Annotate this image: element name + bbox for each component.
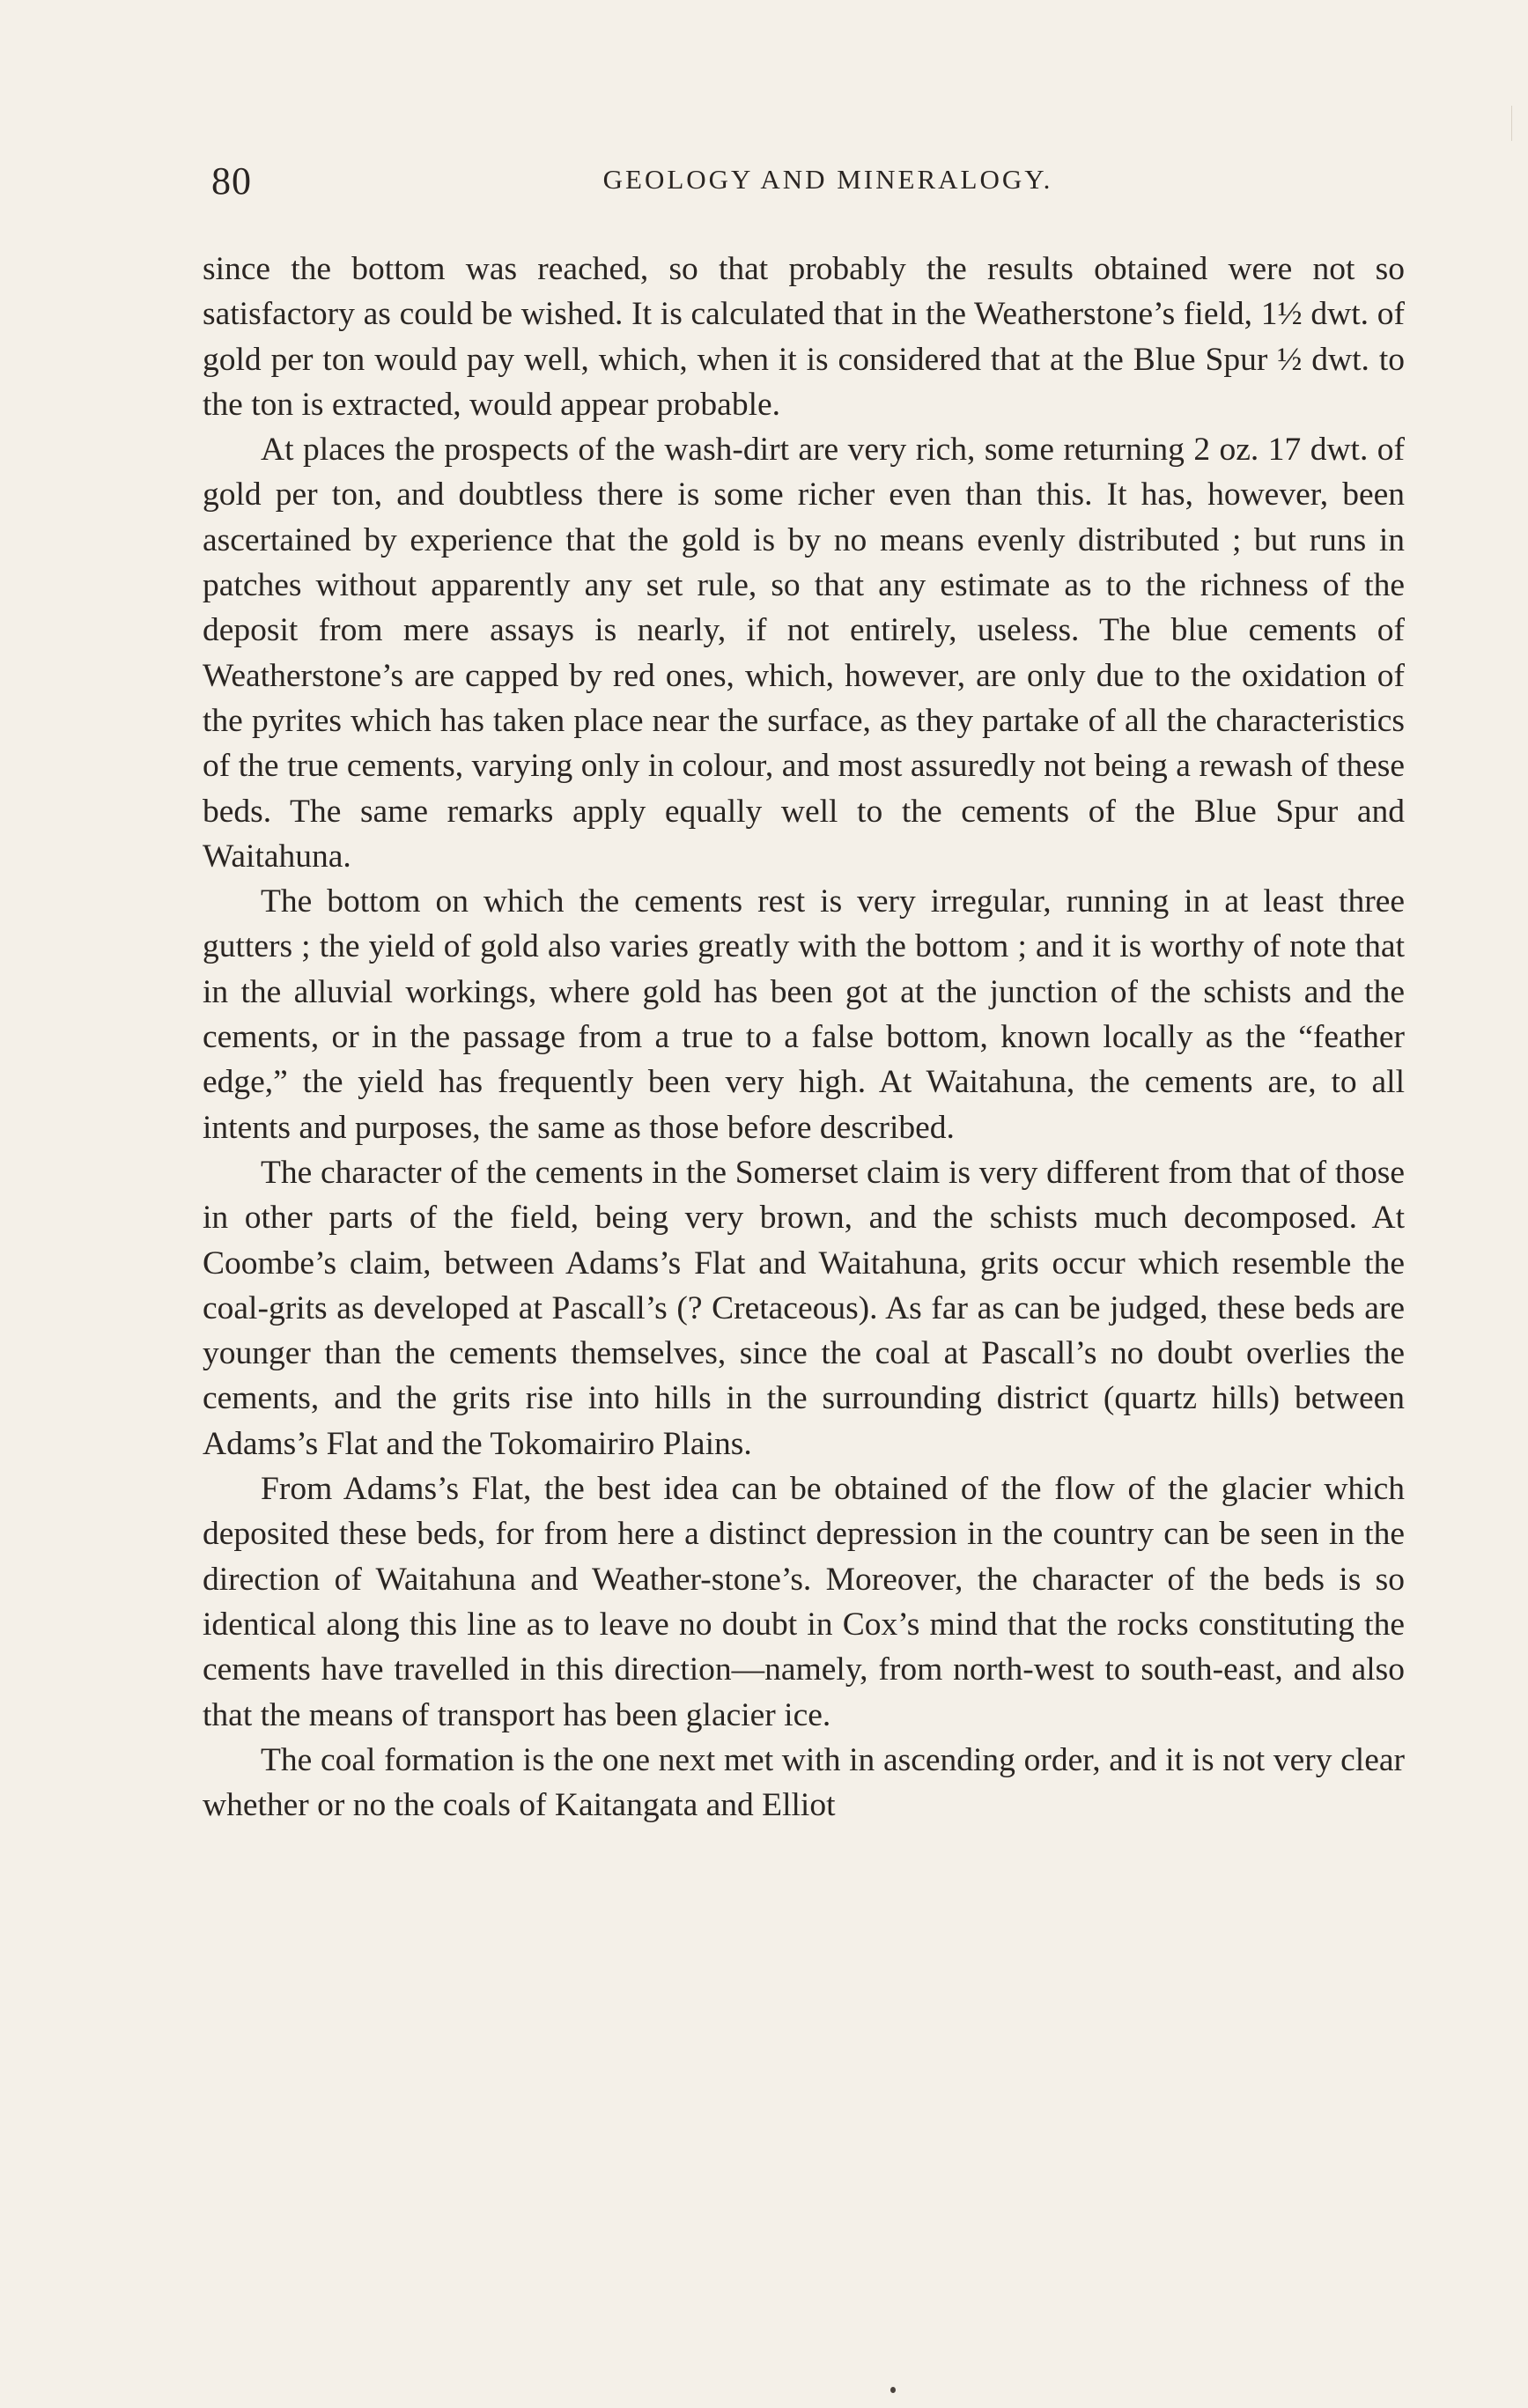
ink-speck [890,2387,896,2393]
paragraph-1: since the bottom was reached, so that probably the results obtained were not so satisfactory as could be wished. It is calculated that in the Weatherstone’s field, 1½ dwt. of gold per ton would pay well, which, when it is considered that at the Blue Spur ½ dwt. to the ton is extracted, would appear probable. [203,251,1405,423]
paragraph-5: From Adams’s Flat, the best idea can be obtained of the flow of the glacier which deposited these beds, for from here a distinct depression in the country can be seen in the direction of Waitahuna and Weather-stone’s. Moreover, the character of the beds is so identical along this line as to leave no doubt in Cox’s mind that the rocks constituting the cements have travelled in this direction—namely, from north-west to south-east, and also that the means of transport has been glacier ice. [203,1471,1405,1733]
body-text [203,247,1405,1828]
paragraph-4: The character of the cements in the Somerset claim is very different from that of those in other parts of the field, being very brown, and the schists much decomposed. At Coombe’s claim, between Adams’s Flat and Waitahuna, grits occur which resemble the coal-grits as developed at Pascall’s (? Cretaceous). As far as can be judged, these beds are younger than the cements themselves, since the coal at Pascall’s no doubt overlies the cements, and the grits rise into hills in the surrounding district (quartz hills) between Adams’s Flat and the Tokomairiro Plains. [203,1154,1405,1462]
page-number: 80 [211,159,252,203]
page-edge-mark [1511,106,1512,141]
paragraph-2: At places the prospects of the wash-dirt are very rich, some returning 2 oz. 17 dwt. of gold per ton, and doubtless there is some richer even than this. It has, however, been ascertained by experience that the gold is by no means evenly distributed ; but runs in patches without apparently any set rule, so that any estimate as to the richness of the deposit from mere assays is nearly, if not entirely, useless. The blue cements of Weatherstone’s are capped by red ones, which, however, are only due to the oxidation of the pyrites which has taken place near the surface, as they partake of all the characteristics of the true cements, varying only in colour, and most assuredly not being a rewash of these beds. The same remarks apply equally well to the cements of the Blue Spur and Waitahuna. [203,432,1405,875]
running-head: GEOLOGY AND MINERALOGY. [602,164,1053,195]
paragraph-3: The bottom on which the cements rest is very irregular, running in at least three gutters ; the yield of gold also varies greatly with the bottom ; and it is worthy of note that in the alluvial workings, where gold has been got at the junction of the schists and the cements, or in the passage from a true to a false bottom, known locally as the “feather edge,” the yield has frequently been very high. At Waitahuna, the cements are, to all intents and purposes, the same as those before described. [203,883,1405,1146]
paragraph-6: The coal formation is the one next met with in ascending order, and it is not very clear whether or no the coals of Kaitangata and Elliot [203,1741,1405,1824]
page-header [211,159,1391,211]
